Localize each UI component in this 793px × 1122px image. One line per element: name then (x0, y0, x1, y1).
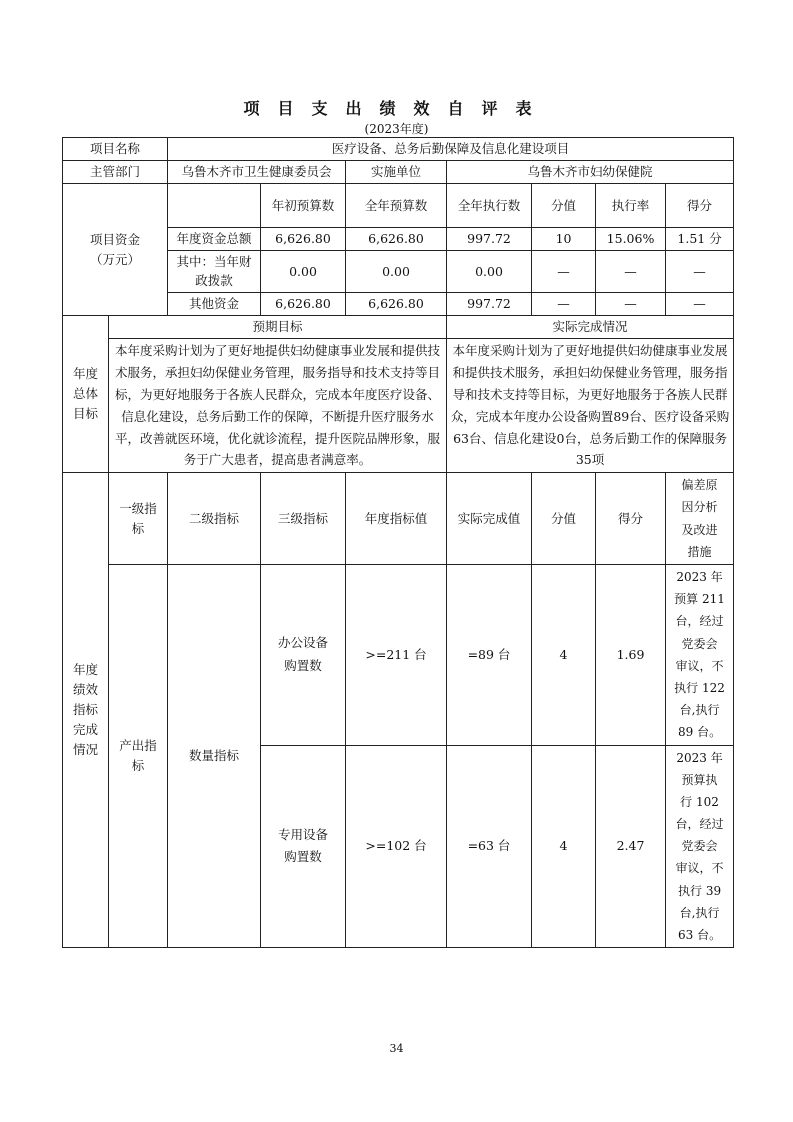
indicator-score: 1.69 (596, 565, 666, 746)
indicator-deviation-note: 2023 年 预算 211 台，经过 党委会 审议，不 执行 122 台,执行 89 台。 (666, 565, 734, 746)
funds-label: 项目资金 （万元） (63, 184, 168, 316)
indicator-score-value: 4 (532, 565, 596, 746)
indicator-actual: =89 台 (447, 565, 532, 746)
funds-row-label: 其中：当年财政拨款 (168, 251, 261, 293)
funds-row-score: — (666, 293, 734, 316)
funds-row-executed: 0.00 (447, 251, 532, 293)
funds-row-initial: 0.00 (261, 251, 346, 293)
funds-header-blank (168, 184, 261, 228)
indicator-target: >=102 台 (346, 745, 447, 948)
funds-row-annual: 6,626.80 (346, 293, 447, 316)
funds-row-executed: 997.72 (447, 293, 532, 316)
funds-header-score: 得分 (666, 184, 734, 228)
funds-header-annual: 全年预算数 (346, 184, 447, 228)
funds-row-executed: 997.72 (447, 228, 532, 251)
indicator-actual: =63 台 (447, 745, 532, 948)
indicator-header-level3: 三级指标 (261, 473, 346, 565)
indicator-target: >=211 台 (346, 565, 447, 746)
indicator-level3: 办公设备 购置数 (261, 565, 346, 746)
indicator-score: 2.47 (596, 745, 666, 948)
department-label: 主管部门 (63, 161, 168, 184)
indicators-label: 年度 绩效 指标 完成 情况 (63, 473, 109, 948)
indicator-header-deviation: 偏差原 因分析 及改进 措施 (666, 473, 734, 565)
department-value: 乌鲁木齐市卫生健康委员会 (168, 161, 346, 184)
funds-row-rate: — (596, 251, 666, 293)
funds-row-annual: 6,626.80 (346, 228, 447, 251)
indicator-level1: 产出指 标 (109, 565, 168, 948)
project-name-label: 项目名称 (63, 138, 168, 161)
indicator-header-level1: 一级指 标 (109, 473, 168, 565)
self-evaluation-table (62, 137, 734, 948)
indicator-header-score-value: 分值 (532, 473, 596, 565)
funds-row-score-value: — (532, 251, 596, 293)
funds-row-label: 年度资金总额 (168, 228, 261, 251)
indicator-score-value: 4 (532, 745, 596, 948)
goals-expected-text: 本年度采购计划为了更好地提供妇幼健康事业发展和提供技术服务，承担妇幼保健业务管理，服务指导和技术支持等目标，为更好地服务于各族人民群众，完成本年度医疗设备、信息化建设，总务后勤工作的保障，不断提升医疗服务水平，改善就医环境，优化就诊流程，提升医院品牌形象，服务于广大患者，提高患者满意率。 (109, 339, 447, 473)
indicator-level3: 专用设备 购置数 (261, 745, 346, 948)
goals-actual-header: 实际完成情况 (447, 316, 734, 339)
implementing-unit-label: 实施单位 (346, 161, 447, 184)
funds-row-initial: 6,626.80 (261, 228, 346, 251)
indicator-header-level2: 二级指标 (168, 473, 261, 565)
funds-row-score-value: 10 (532, 228, 596, 251)
goals-actual-text: 本年度采购计划为了更好地提供妇幼健康事业发展和提供技术服务，承担妇幼保健业务管理，服务指导和技术支持等目标，为更好地服务于各族人民群众，完成本年度办公设备购置89台、医疗设备采购63台、信息化建设0台，总务后勤工作的保障服务35项 (447, 339, 734, 473)
funds-row-rate: — (596, 293, 666, 316)
indicator-header-target: 年度指标值 (346, 473, 447, 565)
indicator-deviation-note: 2023 年 预算执 行 102 台，经过 党委会 审议，不 执行 39 台,执行 63 台。 (666, 745, 734, 948)
funds-row-score: 1.51 分 (666, 228, 734, 251)
funds-row-annual: 0.00 (346, 251, 447, 293)
goals-expected-header: 预期目标 (109, 316, 447, 339)
indicator-header-actual: 实际完成值 (447, 473, 532, 565)
funds-header-initial: 年初预算数 (261, 184, 346, 228)
page-number: 34 (389, 1042, 404, 1055)
goals-label: 年度 总体 目标 (63, 316, 109, 473)
funds-row-score-value: — (532, 293, 596, 316)
indicator-row (63, 565, 734, 746)
funds-header-rate: 执行率 (596, 184, 666, 228)
funds-row-label: 其他资金 (168, 293, 261, 316)
funds-header-executed: 全年执行数 (447, 184, 532, 228)
project-name-value: 医疗设备、总务后勤保障及信息化建设项目 (168, 138, 734, 161)
indicator-level2: 数量指标 (168, 565, 261, 948)
funds-row-initial: 6,626.80 (261, 293, 346, 316)
funds-row-rate: 15.06% (596, 228, 666, 251)
funds-row-score: — (666, 251, 734, 293)
page-title: 项目支出绩效自评表 (243, 99, 550, 118)
indicator-header-score: 得分 (596, 473, 666, 565)
implementing-unit-value: 乌鲁木齐市妇幼保健院 (447, 161, 734, 184)
funds-header-score-value: 分值 (532, 184, 596, 228)
page-subtitle: (2023年度) (364, 122, 429, 136)
